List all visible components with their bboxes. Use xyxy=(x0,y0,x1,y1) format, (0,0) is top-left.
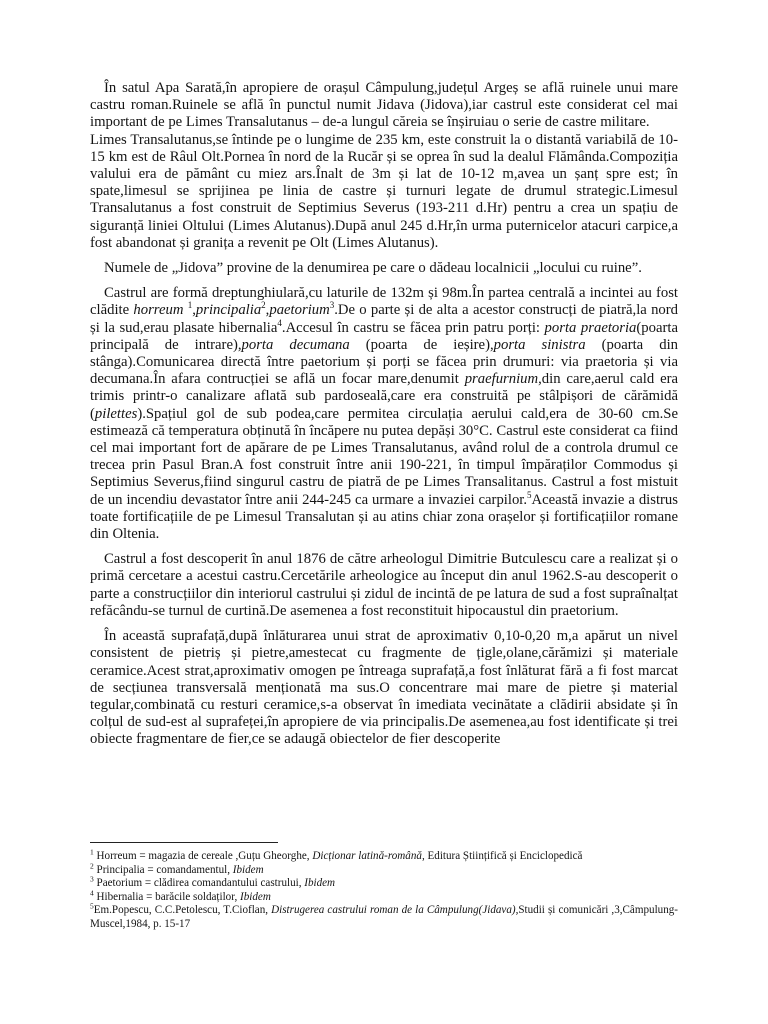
footnote-separator xyxy=(90,842,278,843)
term-horreum: horreum xyxy=(133,302,184,319)
footnote-ref-1[interactable]: 1 xyxy=(187,300,193,311)
body-text xyxy=(90,80,678,749)
term-porta-sinistra: porta sinistra xyxy=(493,336,586,353)
term-porta-praetoria: porta praetoria xyxy=(544,319,637,336)
footnote-ref-4[interactable]: 4 xyxy=(277,317,282,328)
paragraph-castrum-description: Castrul are formă dreptunghiulară,cu laturile de 132m și 98m.În partea centrală a incintei au fost clădite horreum $^1$,principalia$^2$,paetorium$^3$.De o parte și de alta a acestor construcți de piatră,la nord și la sud,erau plasate hibernalia$^4$.Accesul în castru se făcea prin patru porți: porta praetoria(poarta principală de intrare),porta decumana (poarta de ieșire),porta sinistra (poarta din stânga).Comunicarea directă între paetorium și porți se făcea prin drumuri: via praetoria și via decumana.În afara contrucției se află un focar mare,denumit praefurnium,din care,aerul cald era trimis printr-o canalizare aflată sub pardoseală,care era construită pe stâlpișori de cărămidă (pilettes).Spațiul gol de sub podea,care permitea circulația aerului cald,era de 30-60 cm.Se estimează că temperatura obținută în încăpere nu putea depăși 30°C. Castrul este considerat ca fiind cel mai important fort de apărare de pe Limes Transalutanus, având rolul de a controla drumul ce trecea prin Pasul Bran.A fost construit între anii 190-221, în timpul împăraților Commodus și Septimius Severus,fiind singurul castru de piatră de pe Limes Transalitanus. Castrul a fost mistuit de un incendiu devastator între anii 244-245 ca urmare a invaziei carpilor.$^5$Această invazie a distrus toate fortificațiile de pe Limesul Transalutan și au atins chiar zona orașelor și fortificațiilor romane din Oltenia. xyxy=(90,285,678,543)
paragraph-discovery: Castrul a fost descoperit în anul 1876 de către arheologul Dimitrie Butculescu care a realizat și o primă cercetare a acestui castru.Cercetările arheologice au început din anul 1962.S-au descoperit o parte a construcțiilor din interiorul castrului și zidul de incintă de pe latura de sud a fost supraînalțat refăcându-se turnul de curtină.De asemenea a fost reconstituit hipocaustul din praetorium. xyxy=(90,551,678,619)
footnote-4: $^4$ Hibernalia = barăcile soldaților, Ibidem xyxy=(90,888,271,903)
paragraph-limes: Limes Transalutanus,se întinde pe o lungime de 235 km, este construit la o distantă variabilă de 10-15 km est de Râul Olt.Pornea în nord de la Rucăr și se oprea în sud la dealul Flămânda.Compoziția valului era de pământ cu miez ars.Înalt de 3m și lat de 10-12 m,avea un șanț spre est; în spate,limesul se sprijinea pe linia de castre și turnuri legate de drumul strategic.Limesul Transalutanus a fost construit de Septimius Severus (193-211 d.Hr) pentru a crea un spațiu de siguranță liniei Oltului (Limes Alutanus).După anul 245 d.Hr,în urma puternicelor atacuri carpice,a fost abandonat și granița a revenit pe Olt (Limes Alutanus). xyxy=(90,131,678,251)
term-pilettes: pilettes xyxy=(94,405,138,422)
paragraph-name-origin: Numele de „Jidova” provine de la denumirea pe care o dădeau localnicii „locului cu ruine”. xyxy=(104,260,642,277)
paragraph-intro: În satul Apa Sarată,în apropiere de orașul Câmpulung,județul Argeș se află ruinele unui mare castru roman.Ruinele se află în punctul numit Jidava (Jidova),iar castrul este considerat cel mai important de pe Limes Transalutanus – de-a lungul căreia se înșiruiau o serie de castre militare. xyxy=(90,80,678,131)
footnote-5: $^5$Em.Popescu, C.C.Petolescu, T.Cioflan, Distrugerea castrului roman de la Câmpulung(Jidava),Studii și comunicări ,3,Câmpulung-Muscel,1984, p. 15-17 xyxy=(90,901,678,930)
footnote-3: $^3$ Paetorium = clădirea comandantului castrului, Ibidem xyxy=(90,874,336,890)
term-porta-decumana: porta decumana xyxy=(241,336,350,353)
footnote-1: $^1$ Horreum = magazia de cereale ,Guțu Gheorghe, Dicționar latină-română, Editura Științifică și Enciclopedică xyxy=(90,847,583,862)
footnote-2: $^2$ Principalia = comandamentul, Ibidem xyxy=(90,860,264,876)
footnote-ref-2[interactable]: 2 xyxy=(261,300,266,311)
footnote-ref-5[interactable]: 5 xyxy=(527,489,532,500)
paragraph-excavation: În această suprafață,după înlăturarea unui strat de aproximativ 0,10-0,20 m,a apărut un nivel consistent de pietriș și pietre,amestecat cu fragmente de țigle,olane,cărămizi și materiale ceramice.Acest strat,aproximativ omogen pe întreaga suprafață,a fost înlăturat fără a fi fost marcat de secțiunea transversală menționată ma sus.O concentrare mai mare de pietre și material tegular,combinată cu resturi ceramice,s-a observat în imediata vecinătate a clădirii absidate și în colțul de sud-est al suprafeței,în apropiere de via principalis.De asemenea,au fost identificate și trei obiecte fragmentare de fier,ce se adaugă obiectelor de fier descoperite xyxy=(90,628,678,748)
footnotes xyxy=(90,847,678,932)
term-paetorium: paetorium xyxy=(269,302,330,319)
term-praefurnium: praefurnium xyxy=(464,371,539,388)
footnote-ref-3[interactable]: 3 xyxy=(329,300,335,311)
term-principalia: principalia xyxy=(195,302,262,319)
